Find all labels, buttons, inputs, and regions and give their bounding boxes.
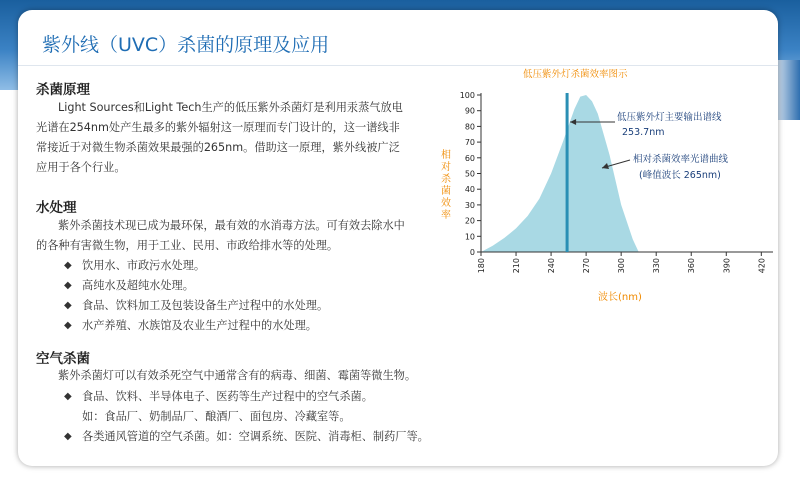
y-tick-label: 40	[464, 185, 475, 195]
uv-efficiency-chart	[18, 10, 778, 466]
x-tick-label: 270	[582, 258, 592, 274]
x-tick-label: 330	[652, 258, 662, 274]
water-line: 的各种有害微生物，用于工业、民用、市政给排水等的处理。	[36, 239, 339, 252]
y-tick-label: 70	[464, 138, 475, 148]
list-item: ◆ 食品、饮料、半导体电子、医药等生产过程中的空气杀菌。 如：食品厂、奶制品厂、酿酒厂、面包房、冷藏室等。	[64, 387, 429, 427]
y-tick-label: 50	[464, 169, 475, 179]
x-tick-label: 390	[722, 258, 732, 274]
section-title-principle: 杀菌原理	[36, 82, 90, 98]
diamond-bullet-icon: ◆	[64, 280, 72, 291]
chart-title: 低压紫外灯杀菌效率图示	[523, 69, 628, 80]
x-tick-label: 360	[687, 258, 697, 274]
section-title-water: 水处理	[36, 200, 77, 216]
y-tick-label: 0	[469, 248, 475, 257]
list-item: ◆ 水产养殖、水族馆及农业生产过程中的水处理。	[64, 316, 328, 336]
y-tick-label: 80	[464, 122, 475, 132]
x-tick-label: 210	[512, 258, 522, 274]
diamond-bullet-icon: ◆	[64, 391, 72, 402]
water-line: 紫外杀菌技术现已成为最环保，最有效的水消毒方法。可有效去除水中	[58, 219, 405, 232]
principle-line: 应用于各个行业。	[36, 161, 126, 174]
list-item: ◆ 饮用水、市政污水处理。	[64, 256, 328, 276]
diamond-bullet-icon: ◆	[64, 431, 72, 442]
efficiency-curve-area	[481, 95, 639, 252]
chart-x-axis-label: 波长(nm)	[598, 292, 642, 303]
diamond-bullet-icon: ◆	[64, 260, 72, 271]
y-tick-label: 30	[464, 200, 475, 210]
y-tick-label: 90	[464, 106, 475, 116]
x-tick-label: 180	[477, 258, 486, 274]
x-tick-label: 420	[757, 258, 767, 274]
annotation-label: 低压紫外灯主要输出谱线	[617, 112, 722, 123]
list-item-sub: 如：食品厂、奶制品厂、酿酒厂、面包房、冷藏室等。	[82, 410, 351, 423]
annotation-value: 253.7nm	[622, 127, 665, 138]
air-line: 紫外杀菌灯可以有效杀死空气中通常含有的病毒、细菌、霉菌等微生物。	[58, 369, 417, 382]
y-tick-label: 60	[464, 153, 475, 163]
list-item: ◆ 高纯水及超纯水处理。	[64, 276, 328, 296]
x-tick-label: 300	[617, 258, 627, 274]
content-card	[18, 10, 778, 466]
chart-y-axis-label: 相对杀菌效率	[441, 150, 451, 221]
principle-line: 光谱在254nm处产生最多的紫外辐射这一原理而专门设计的，这一谱线非	[36, 121, 400, 134]
annotation-label: 相对杀菌效率光谱曲线	[633, 154, 729, 165]
x-tick-label: 240	[547, 258, 557, 274]
principle-line: 常接近于对微生物杀菌效果最强的265nm。借助这一原理，紫外线被广泛	[36, 141, 400, 154]
principle-line: Light Sources和Light Tech生产的低压紫外杀菌灯是利用汞蒸气放电	[58, 101, 403, 114]
annotation-value: (峰值波长 265nm)	[639, 170, 721, 181]
y-tick-label: 10	[464, 232, 475, 242]
list-item: ◆ 食品、饮料加工及包装设备生产过程中的水处理。	[64, 296, 328, 316]
y-tick-label: 20	[464, 216, 475, 226]
section-title-air: 空气杀菌	[36, 351, 90, 367]
y-tick-label: 100	[459, 91, 475, 100]
diamond-bullet-icon: ◆	[64, 320, 72, 331]
diamond-bullet-icon: ◆	[64, 300, 72, 311]
page-title: 紫外线（UVC）杀菌的原理及应用	[42, 34, 330, 56]
list-item: ◆ 各类通风管道的空气杀菌。如：空调系统、医院、消毒柜、制药厂等。	[64, 427, 429, 447]
